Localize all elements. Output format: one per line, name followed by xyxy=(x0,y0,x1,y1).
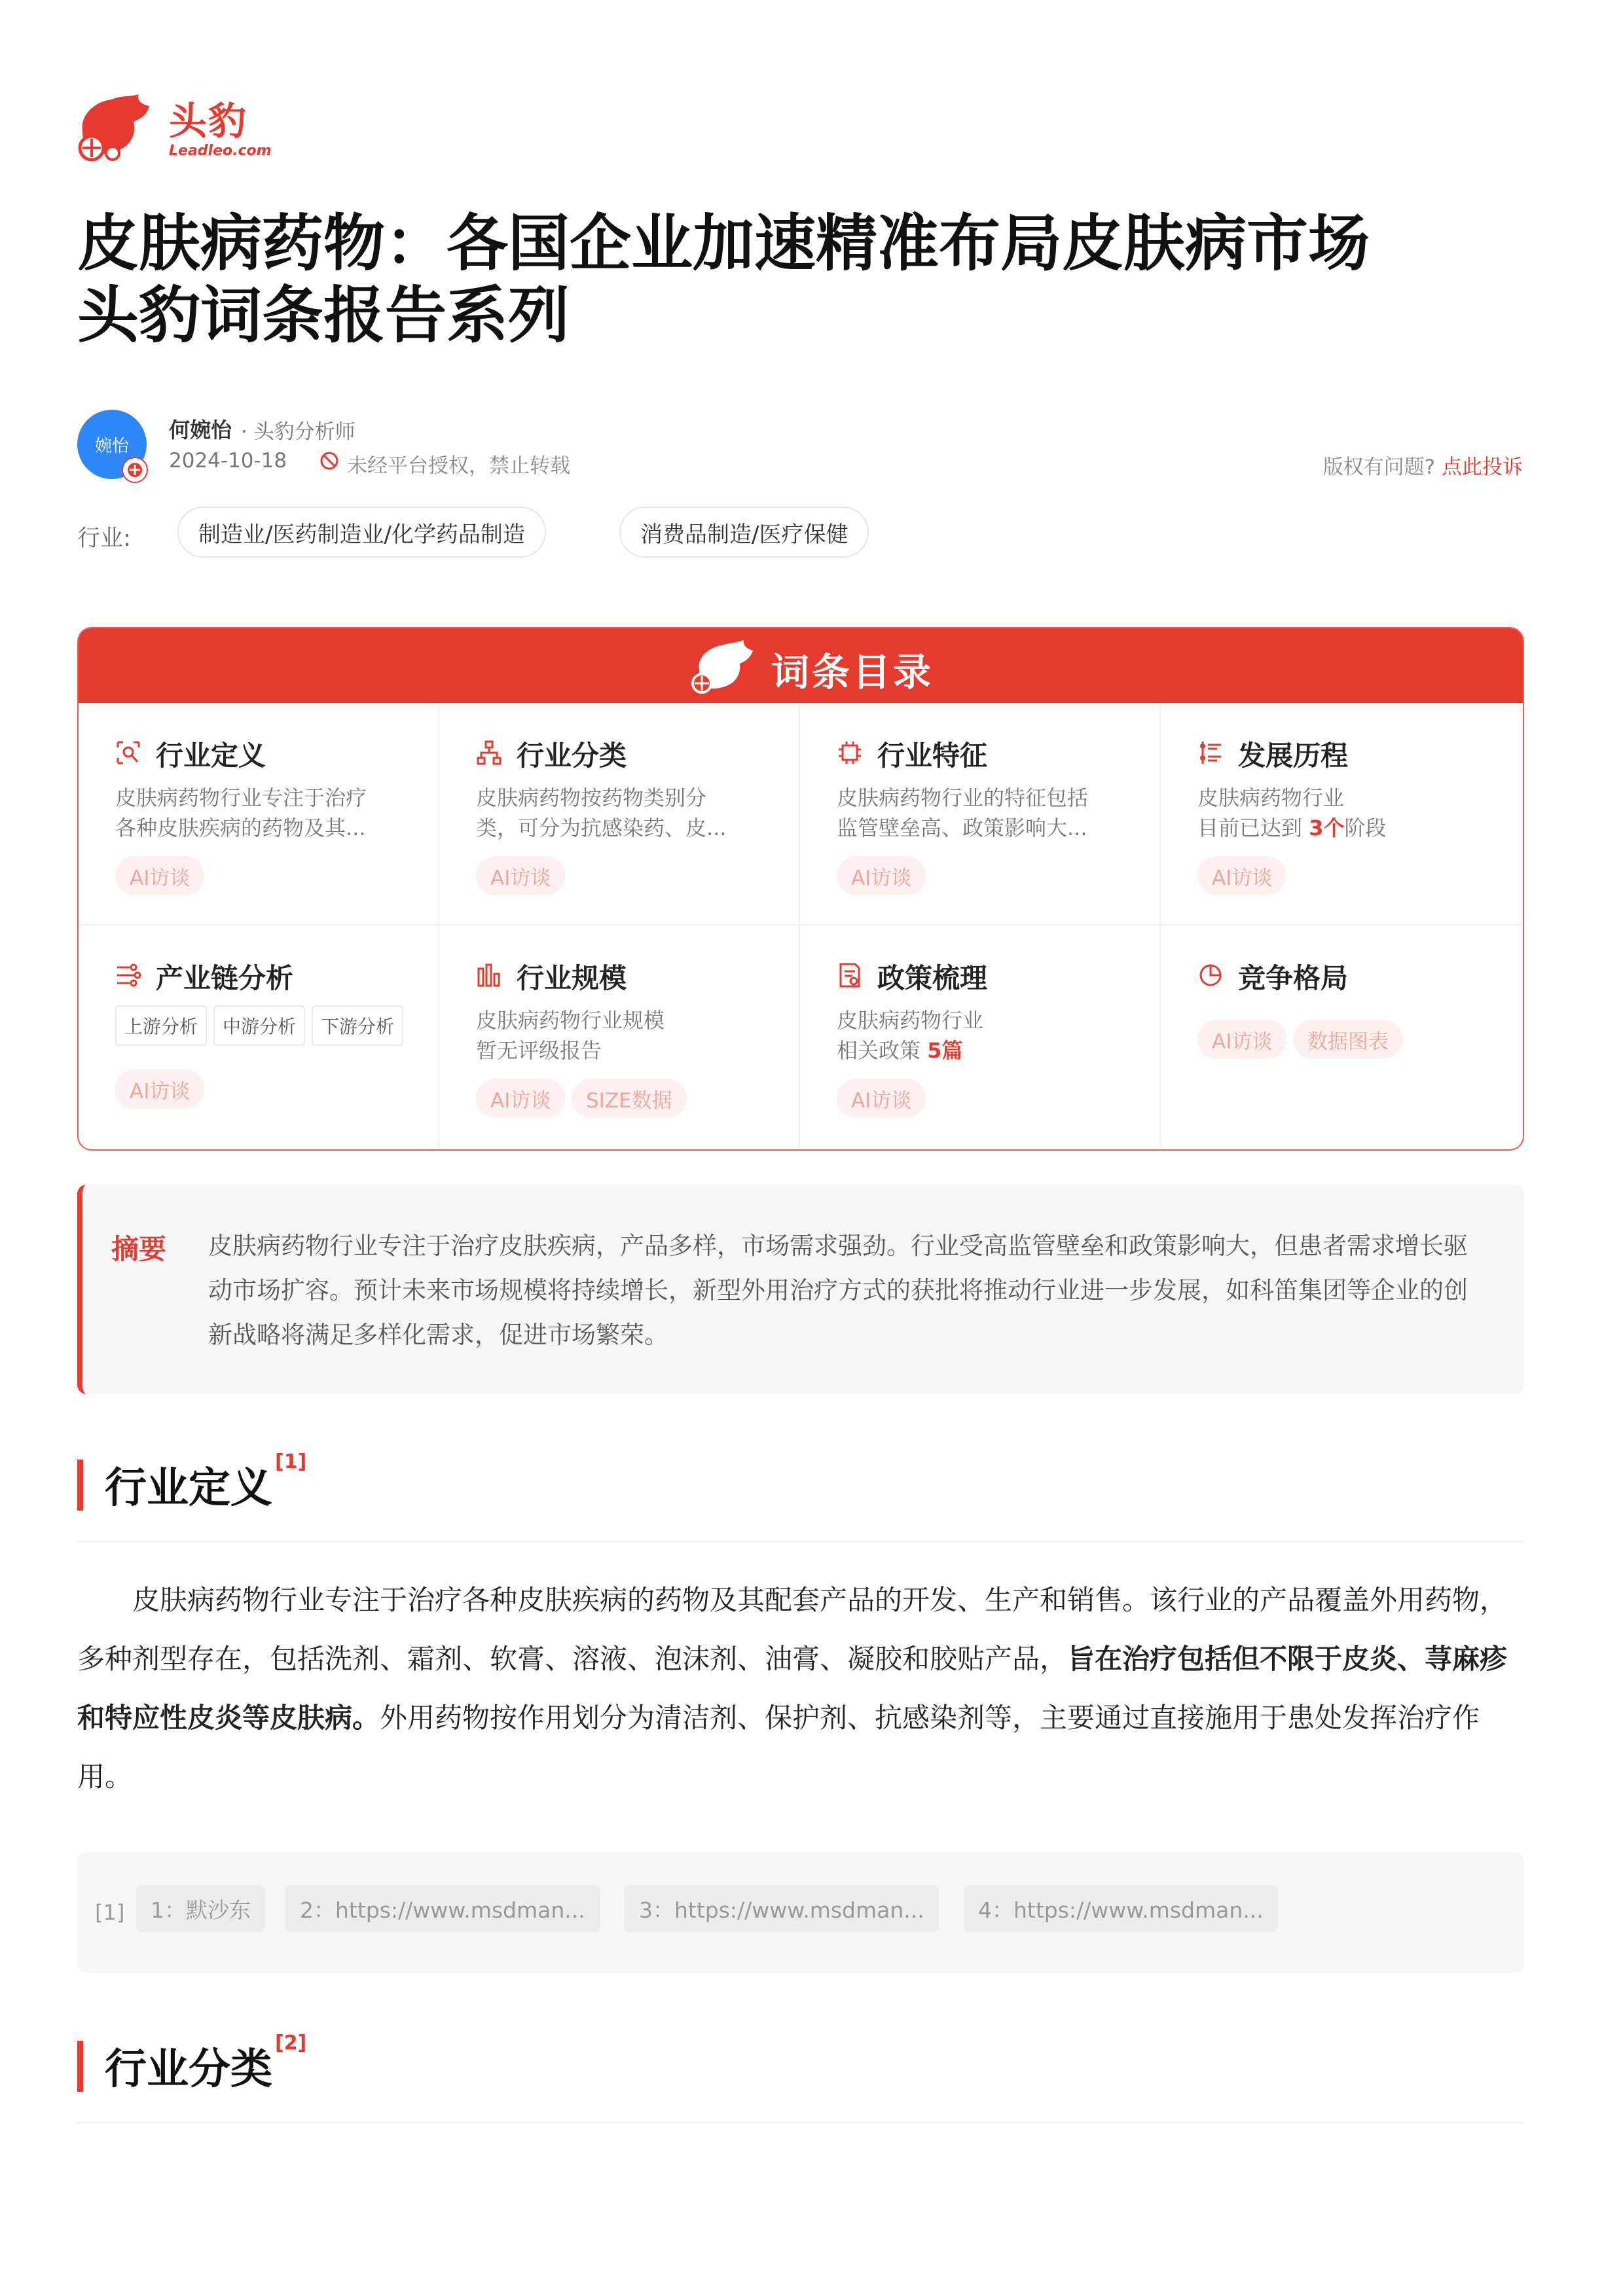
industry-label: 行业: xyxy=(77,526,131,552)
ai-interview-button[interactable]: AI访谈 xyxy=(837,856,926,895)
title-line-2: 头豹词条报告系列 xyxy=(77,280,570,351)
author-role: · 头豹分析师 xyxy=(241,420,356,444)
ai-interview-button[interactable]: AI访谈 xyxy=(476,1079,565,1118)
toc-desc-line: 各种皮肤疾病的药物及其... xyxy=(115,816,366,840)
desc-text: 目前已达到 xyxy=(1197,816,1309,840)
hierarchy-icon xyxy=(476,740,502,766)
toc-desc-line: 暂无评级报告 xyxy=(476,1038,602,1063)
desc-text: 相关政策 xyxy=(837,1038,928,1063)
toc-desc-line: 皮肤病药物按药物类别分 xyxy=(476,785,707,810)
ai-interview-button[interactable]: AI访谈 xyxy=(115,856,204,895)
reference-link[interactable]: [2] xyxy=(275,2032,307,2054)
chain-icon xyxy=(115,962,141,988)
toc-desc-line xyxy=(837,1035,983,1066)
desc-text: 阶段 xyxy=(1344,816,1387,840)
brand-name: 头豹 xyxy=(169,99,248,143)
timeline-icon xyxy=(1197,740,1224,766)
toc-cell-title: 政策梳理 xyxy=(877,962,988,994)
midstream-tag[interactable]: 中游分析 xyxy=(213,1005,305,1046)
toc-cell-history[interactable] xyxy=(1161,703,1522,925)
section-marker xyxy=(77,1460,83,1511)
toc-desc-line: 监管壁垒高、政策影响大... xyxy=(837,816,1087,840)
toc-cell-desc xyxy=(837,783,1088,843)
toc-cell-desc xyxy=(115,783,367,843)
reference-chip[interactable]: 3：https://www.msdman... xyxy=(625,1885,939,1932)
toc-card xyxy=(77,627,1524,1151)
toc-cell-competition[interactable] xyxy=(1161,925,1522,1148)
section-title-text: 行业分类 xyxy=(105,2045,272,2094)
toc-cell-definition[interactable] xyxy=(79,703,439,925)
pie-icon xyxy=(1197,962,1224,988)
section-title-definition xyxy=(105,1450,307,1515)
toc-cell-desc xyxy=(476,783,727,843)
toc-desc-line: 皮肤病药物行业专注于治疗 xyxy=(115,785,367,810)
divider xyxy=(77,2122,1524,2123)
toc-cell-title: 产业链分析 xyxy=(156,962,294,994)
toc-cell-scale[interactable] xyxy=(439,925,800,1148)
toc-desc-line: 皮肤病药物行业 xyxy=(1197,785,1345,810)
bar-chart-icon xyxy=(476,962,502,988)
paragraph-text: 皮肤病药物行业专注于治疗各种皮肤疾病的药物及其配套产品的开发、生产和销售。该行业的产品覆盖外用药物，多种剂型存在，包括洗剂、霜剂、软膏、溶液、泡沫剂、油膏、凝胶和胶贴产品， xyxy=(77,1584,1508,1675)
toc-desc-line: 类，可分为抗感染药、皮... xyxy=(476,816,727,840)
copyright-question: 版权有问题? xyxy=(1322,456,1436,479)
industry-tag[interactable]: 消费品制造/医疗保健 xyxy=(619,507,869,558)
upstream-tag[interactable]: 上游分析 xyxy=(115,1005,207,1046)
reference-chip[interactable]: 2：https://www.msdman... xyxy=(285,1885,600,1932)
avatar[interactable]: 婉怡 xyxy=(77,410,147,479)
verified-badge-icon xyxy=(122,457,148,483)
paragraph-bold: 旨在治疗包括但不限于皮炎、荨麻疹和特应性皮炎等皮肤病。 xyxy=(77,1643,1508,1734)
reference-chip[interactable]: 1：默沙东 xyxy=(136,1885,265,1932)
stage-count: 3个 xyxy=(1309,816,1345,840)
summary-text: 皮肤病药物行业专注于治疗皮肤疾病，产品多样，市场需求强劲。行业受高监管壁垒和政策影响大，但患者需求增长驱动市场扩容。预计未来市场规模将持续增长，新型外用治疗方式的获批将推动行业进一步发展，如科笛集团等企业的创新战略将满足多样化需求，促进市场繁荣。 xyxy=(208,1232,1468,1349)
toc-cell-desc xyxy=(837,1005,983,1066)
toc-desc-line: 皮肤病药物行业的特征包括 xyxy=(837,785,1089,810)
reference-chip[interactable]: 4：https://www.msdman... xyxy=(964,1885,1278,1932)
publish-date: 2024-10-18 xyxy=(169,449,287,473)
ai-interview-button[interactable]: AI访谈 xyxy=(837,1079,926,1118)
toc-cell-title: 行业特征 xyxy=(877,740,988,772)
search-doc-icon xyxy=(115,740,141,766)
downstream-tag[interactable]: 下游分析 xyxy=(312,1005,403,1046)
toc-cell-title: 行业规模 xyxy=(517,962,627,994)
report-link[interactable]: 点此投诉 xyxy=(1442,456,1523,479)
size-data-button[interactable]: SIZE数据 xyxy=(572,1079,687,1118)
industry-tag[interactable]: 制造业/医药制造业/化学药品制造 xyxy=(177,507,546,558)
brand-site: Leadleo.com xyxy=(169,143,272,159)
leadleo-logo-icon xyxy=(680,637,758,698)
ai-interview-button[interactable]: AI访谈 xyxy=(115,1069,204,1109)
feature-icon xyxy=(837,740,863,766)
toc-cell-policy[interactable] xyxy=(800,925,1161,1148)
toc-desc-line: 皮肤病药物行业 xyxy=(837,1008,984,1033)
section-title-text: 行业定义 xyxy=(105,1464,272,1513)
ai-interview-button[interactable]: AI访谈 xyxy=(1197,856,1286,895)
toc-cell-chain[interactable] xyxy=(79,925,439,1148)
toc-cell-desc xyxy=(476,1005,665,1066)
leadleo-logo-icon xyxy=(73,90,152,168)
ai-interview-button[interactable]: AI访谈 xyxy=(1197,1020,1286,1059)
section-marker xyxy=(77,2041,83,2092)
toc-cell-title: 竞争格局 xyxy=(1238,962,1349,994)
page-title xyxy=(77,208,1537,352)
divider xyxy=(77,1541,1524,1542)
toc-heading: 词条目录 xyxy=(771,650,934,694)
paragraph-text: 外用药物按作用划分为清洁剂、保护剂、抗感染剂等，主要通过直接施用于患处发挥治疗作用。 xyxy=(77,1702,1480,1793)
data-chart-button[interactable]: 数据图表 xyxy=(1293,1020,1403,1059)
toc-desc-line xyxy=(1197,813,1386,843)
policy-count: 5篇 xyxy=(927,1038,963,1063)
toc-cell-features[interactable] xyxy=(800,703,1161,925)
no-repost-icon xyxy=(319,451,339,471)
summary-label: 摘要 xyxy=(111,1233,167,1265)
toc-desc-line: 皮肤病药物行业规模 xyxy=(476,1008,665,1033)
reference-link[interactable]: [1] xyxy=(275,1450,307,1473)
ai-interview-button[interactable]: AI访谈 xyxy=(476,856,565,895)
author-name[interactable]: 何婉怡 xyxy=(169,418,232,442)
section-title-classification xyxy=(105,2032,307,2096)
toc-cell-title: 行业定义 xyxy=(156,740,266,772)
repost-notice: 未经平台授权，禁止转载 xyxy=(347,454,570,478)
toc-cell-title: 发展历程 xyxy=(1238,740,1349,772)
copyright-notice xyxy=(1323,450,1523,480)
policy-doc-icon xyxy=(837,962,863,988)
reference-mark: [1] xyxy=(95,1900,125,1925)
toc-cell-title: 行业分类 xyxy=(517,740,627,772)
title-line-1: 皮肤病药物：各国企业加速精准布局皮肤病市场 xyxy=(77,208,1370,279)
toc-cell-desc xyxy=(1197,783,1386,843)
toc-cell-classification[interactable] xyxy=(439,703,800,925)
definition-paragraph xyxy=(77,1571,1524,1806)
